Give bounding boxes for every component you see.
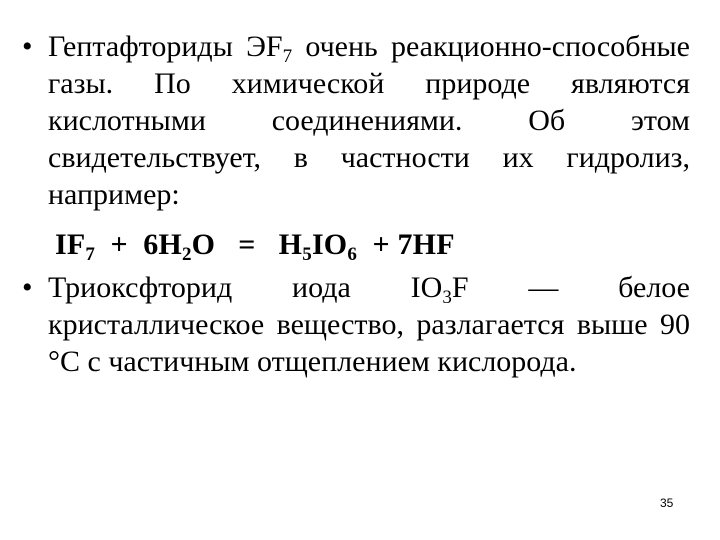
paragraph-text bbox=[48, 28, 690, 213]
text-run: Триоксфторид иода bbox=[48, 271, 411, 304]
bullet-icon: • bbox=[22, 30, 33, 63]
eq-term: IF bbox=[55, 228, 86, 261]
formula-element: IO bbox=[410, 271, 443, 304]
eq-subscript: 7 bbox=[85, 244, 96, 265]
bullet-paragraph-heptafluorides bbox=[22, 28, 690, 213]
eq-subscript: 2 bbox=[181, 244, 192, 265]
paragraph-text bbox=[48, 269, 690, 380]
eq-term: O = H bbox=[191, 228, 303, 261]
eq-term: + 7HF bbox=[357, 228, 455, 261]
eq-subscript: 5 bbox=[302, 244, 312, 265]
hydrolysis-equation bbox=[55, 226, 455, 264]
eq-term: IO bbox=[311, 228, 348, 261]
eq-term: + 6H bbox=[95, 228, 182, 261]
bullet-icon: • bbox=[22, 271, 33, 304]
page-number: 35 bbox=[660, 496, 674, 510]
bullet-paragraph-iodine-trioxyfluoride bbox=[22, 269, 690, 380]
formula-element: ЭF bbox=[246, 30, 283, 63]
formula-subscript: 3 bbox=[442, 287, 452, 308]
eq-subscript: 6 bbox=[347, 244, 358, 265]
formula-subscript: 7 bbox=[282, 46, 293, 67]
text-run: F — белое кристаллическое вещество, разлагается выше 90 °С с частичным отщеплением кислорода. bbox=[48, 271, 690, 378]
text-run: очень реакционно-способные газы. По химической природе являются кислотными соединениями. Об этом свидетельствует, в частности их гидролиз, например: bbox=[48, 30, 690, 211]
text-run: Гептафториды bbox=[48, 30, 247, 63]
